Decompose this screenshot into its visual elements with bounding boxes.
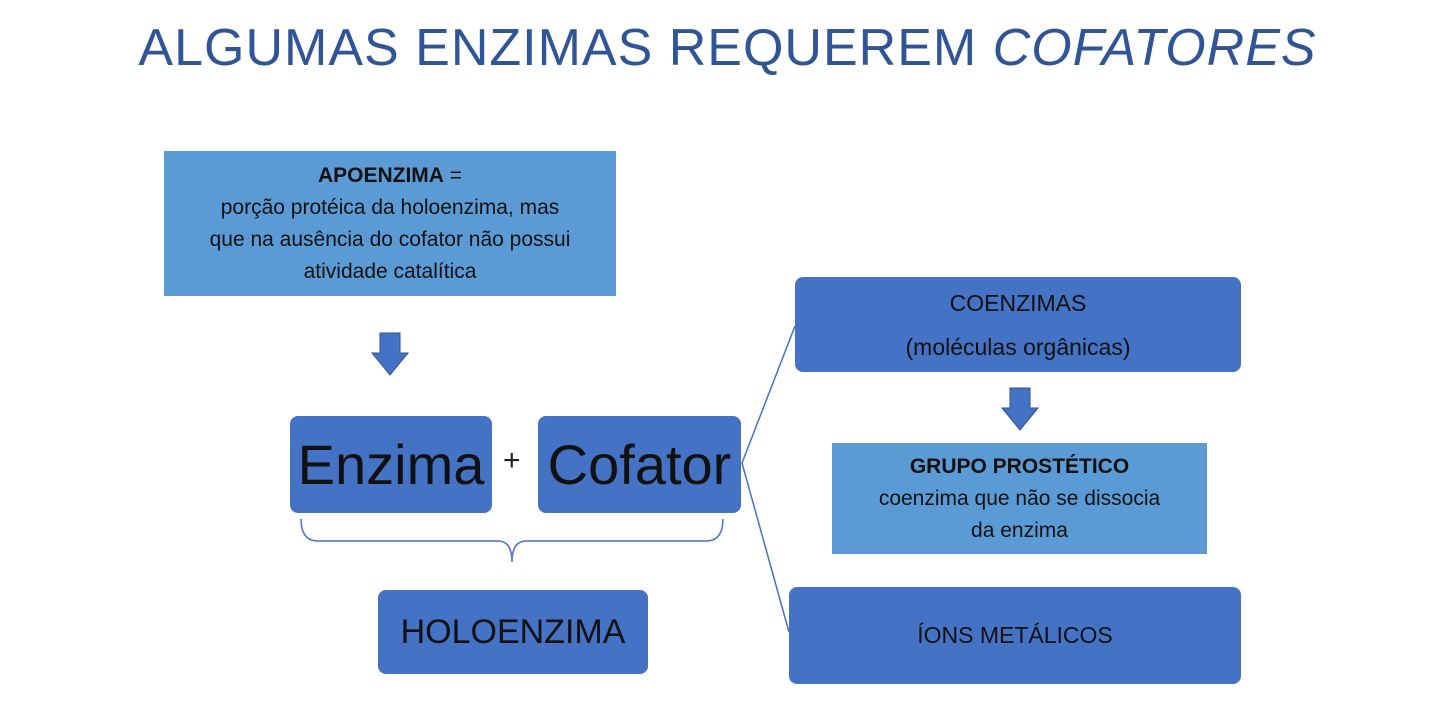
apoenzima-line-2: que na ausência do cofator não possui — [209, 227, 571, 251]
apoenzima-line-1: porção protéica da holoenzima, mas — [220, 195, 560, 219]
ions-metalicos-label: ÍONS METÁLICOS — [917, 622, 1113, 648]
coenzimas-subtitle: (moléculas orgânicas) — [905, 333, 1131, 360]
grupo-prostetico-heading: GRUPO PROSTÉTICO — [909, 454, 1130, 478]
grupo-prostetico-line-2: da enzima — [971, 518, 1068, 542]
cofator-label: Cofator — [547, 433, 732, 496]
holoenzima-brace — [301, 519, 723, 562]
apoenzima-equals: = — [443, 163, 463, 187]
title-main: ALGUMAS ENZIMAS REQUEREM — [138, 19, 993, 77]
title-emphasis: COFATORES — [992, 19, 1317, 77]
grupo-prostetico-line-1: coenzima que não se dissocia — [878, 486, 1161, 510]
apoenzima-heading: APOENZIMA — [317, 163, 444, 187]
apoenzima-line-3: atividade catalítica — [303, 259, 477, 283]
plus-sign: + — [503, 444, 521, 477]
connector-line-coenzimas — [742, 326, 795, 463]
down-arrow-icon — [1002, 388, 1038, 430]
holoenzima-label: HOLOENZIMA — [400, 612, 626, 651]
coenzimas-heading: COENZIMAS — [949, 289, 1087, 316]
down-arrow-icon — [372, 333, 408, 375]
enzima-label: Enzima — [297, 433, 485, 496]
connector-line-ions — [742, 463, 789, 632]
